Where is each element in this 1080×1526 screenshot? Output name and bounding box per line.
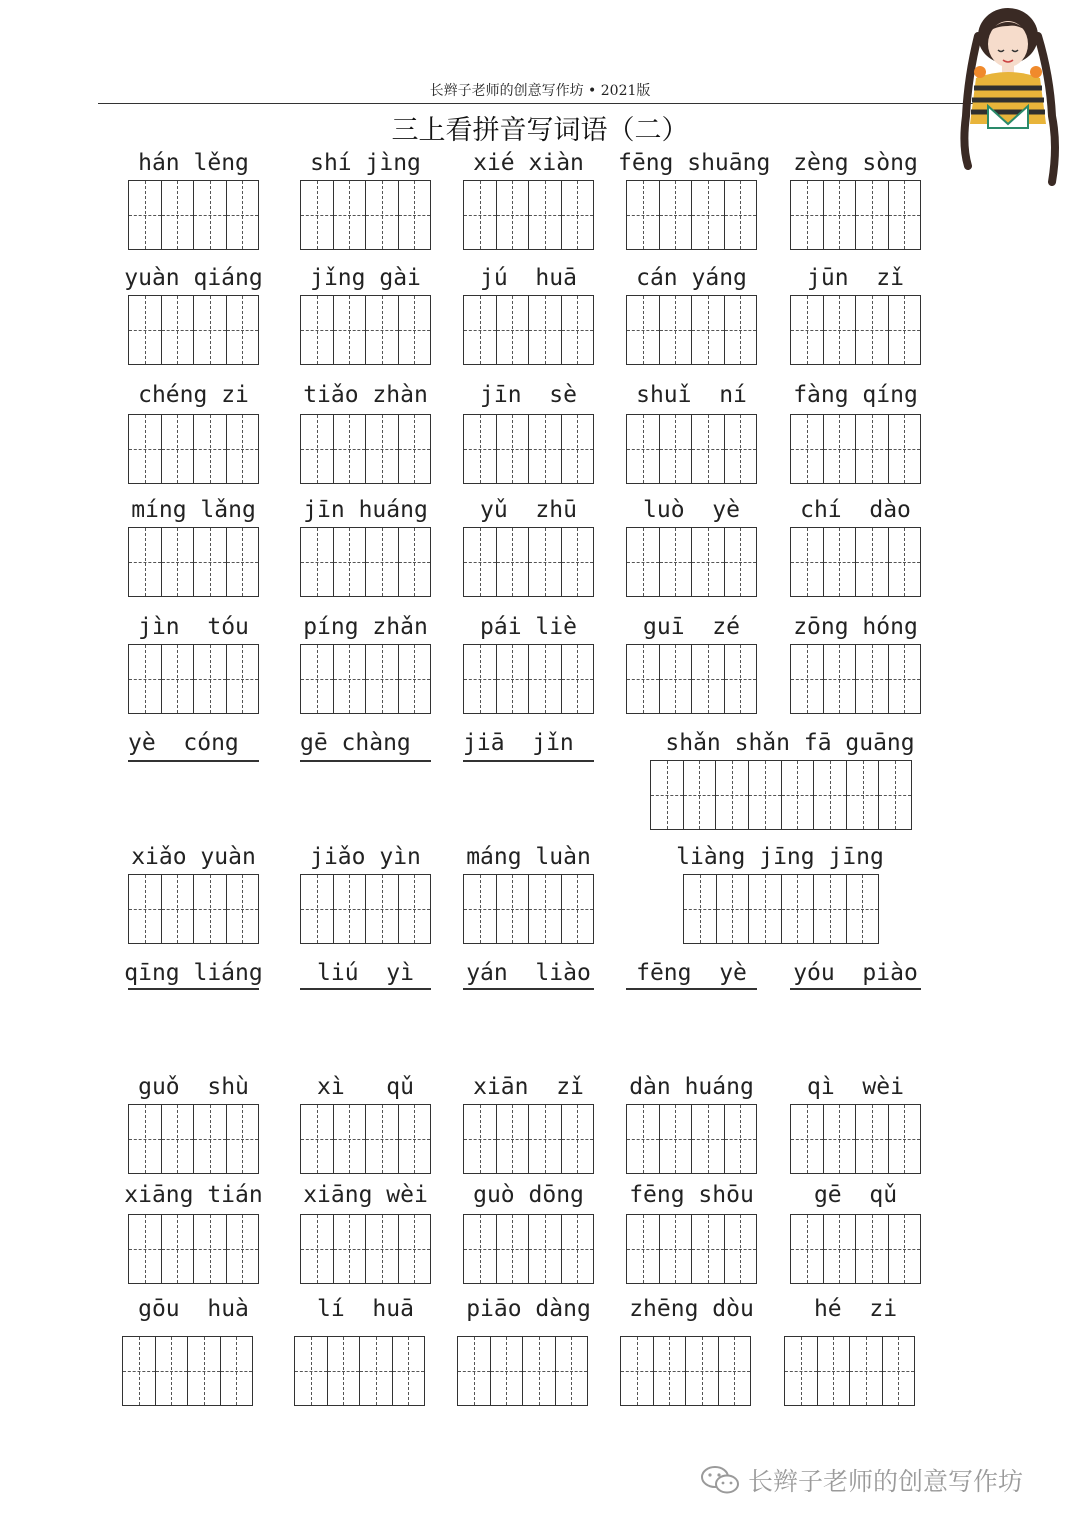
- pinyin-label: yóu piào: [793, 960, 918, 986]
- writing-grid[interactable]: [457, 1336, 588, 1406]
- writing-grid[interactable]: [790, 644, 921, 714]
- tianzige-cell[interactable]: [823, 415, 856, 483]
- writing-grid[interactable]: [626, 644, 757, 714]
- answer-underline[interactable]: [300, 760, 431, 762]
- writing-grid[interactable]: [626, 180, 757, 250]
- tianzige-cell[interactable]: [561, 645, 594, 713]
- writing-grid[interactable]: [300, 295, 431, 365]
- tianzige-cell[interactable]: [392, 1337, 425, 1405]
- tianzige-cell[interactable]: [490, 1337, 523, 1405]
- tianzige-cell[interactable]: [301, 528, 333, 596]
- pinyin-label: míng lǎng: [131, 497, 256, 523]
- writing-grid[interactable]: [300, 644, 431, 714]
- girl-illustration: [948, 6, 1068, 186]
- tianzige-cell[interactable]: [659, 1215, 692, 1283]
- tianzige-cell[interactable]: [781, 875, 814, 943]
- tianzige-cell[interactable]: [724, 181, 757, 249]
- tianzige-cell[interactable]: [691, 528, 724, 596]
- pinyin-label: xì qǔ: [317, 1074, 414, 1100]
- tianzige-cell[interactable]: [561, 528, 594, 596]
- tianzige-cell[interactable]: [301, 645, 333, 713]
- tianzige-cell[interactable]: [659, 415, 692, 483]
- tianzige-cell[interactable]: [161, 181, 194, 249]
- tianzige-cell[interactable]: [365, 415, 398, 483]
- pinyin-label: jūn zǐ: [807, 265, 904, 291]
- tianzige-cell[interactable]: [791, 1105, 823, 1173]
- writing-grid[interactable]: [463, 180, 594, 250]
- tianzige-cell[interactable]: [659, 181, 692, 249]
- tianzige-cell[interactable]: [621, 1337, 653, 1405]
- tianzige-cell[interactable]: [684, 875, 716, 943]
- writing-grid[interactable]: [790, 295, 921, 365]
- tianzige-cell[interactable]: [226, 1215, 259, 1283]
- tianzige-cell[interactable]: [129, 645, 161, 713]
- tianzige-cell[interactable]: [528, 415, 561, 483]
- tianzige-cell[interactable]: [496, 875, 529, 943]
- pinyin-label: piāo dàng: [466, 1296, 591, 1322]
- tianzige-cell[interactable]: [398, 875, 431, 943]
- tianzige-cell[interactable]: [627, 1215, 659, 1283]
- tianzige-cell[interactable]: [496, 181, 529, 249]
- answer-underline[interactable]: [790, 988, 921, 990]
- writing-grid[interactable]: [626, 1104, 757, 1174]
- tianzige-cell[interactable]: [129, 181, 161, 249]
- pinyin-label: píng zhǎn: [303, 614, 428, 640]
- tianzige-cell[interactable]: [193, 875, 226, 943]
- writing-grid[interactable]: [122, 1336, 253, 1406]
- pinyin-label: gē chàng: [300, 730, 411, 756]
- tianzige-cell[interactable]: [226, 296, 259, 364]
- tianzige-cell[interactable]: [683, 761, 716, 829]
- tianzige-cell[interactable]: [458, 1337, 490, 1405]
- tianzige-cell[interactable]: [823, 1105, 856, 1173]
- writing-grid[interactable]: [300, 874, 431, 944]
- tianzige-cell[interactable]: [716, 875, 749, 943]
- tianzige-cell[interactable]: [849, 1337, 882, 1405]
- tianzige-cell[interactable]: [398, 296, 431, 364]
- tianzige-cell[interactable]: [724, 296, 757, 364]
- tianzige-cell[interactable]: [193, 1105, 226, 1173]
- tianzige-cell[interactable]: [888, 1105, 921, 1173]
- pinyin-label: shǎn shǎn fā guāng: [665, 730, 915, 756]
- tianzige-cell[interactable]: [365, 181, 398, 249]
- tianzige-cell[interactable]: [220, 1337, 253, 1405]
- pinyin-label: yán liào: [466, 960, 591, 986]
- writing-grid[interactable]: [128, 1104, 259, 1174]
- writing-grid[interactable]: [463, 527, 594, 597]
- tianzige-cell[interactable]: [496, 528, 529, 596]
- writing-grid[interactable]: [790, 1214, 921, 1284]
- writing-grid[interactable]: [626, 295, 757, 365]
- tianzige-cell[interactable]: [365, 875, 398, 943]
- tianzige-cell[interactable]: [855, 1105, 888, 1173]
- tianzige-cell[interactable]: [333, 1215, 366, 1283]
- tianzige-cell[interactable]: [561, 181, 594, 249]
- tianzige-cell[interactable]: [561, 875, 594, 943]
- tianzige-cell[interactable]: [193, 1215, 226, 1283]
- tianzige-cell[interactable]: [715, 761, 748, 829]
- tianzige-cell[interactable]: [561, 1105, 594, 1173]
- writing-grid[interactable]: [790, 414, 921, 484]
- tianzige-cell[interactable]: [129, 875, 161, 943]
- pinyin-label: cán yáng: [636, 265, 747, 291]
- tianzige-cell[interactable]: [817, 1337, 850, 1405]
- tianzige-cell[interactable]: [855, 645, 888, 713]
- pinyin-label: liàng jīng jīng: [676, 844, 884, 870]
- tianzige-cell[interactable]: [161, 875, 194, 943]
- writing-grid[interactable]: [300, 1104, 431, 1174]
- pinyin-label: hé zi: [813, 1296, 898, 1322]
- writing-grid[interactable]: [626, 414, 757, 484]
- tianzige-cell[interactable]: [161, 1105, 194, 1173]
- watermark: [700, 1462, 1023, 1498]
- writing-grid[interactable]: [650, 760, 912, 830]
- tianzige-cell[interactable]: [193, 296, 226, 364]
- pinyin-label: máng luàn: [466, 844, 591, 870]
- tianzige-cell[interactable]: [365, 528, 398, 596]
- pinyin-label: guī zé: [643, 614, 740, 640]
- tianzige-cell[interactable]: [464, 645, 496, 713]
- tianzige-cell[interactable]: [724, 528, 757, 596]
- tianzige-cell[interactable]: [295, 1337, 327, 1405]
- answer-underline[interactable]: [626, 988, 757, 990]
- tianzige-cell[interactable]: [226, 1105, 259, 1173]
- tianzige-cell[interactable]: [528, 645, 561, 713]
- tianzige-cell[interactable]: [161, 415, 194, 483]
- tianzige-cell[interactable]: [193, 415, 226, 483]
- tianzige-cell[interactable]: [888, 528, 921, 596]
- tianzige-cell[interactable]: [333, 415, 366, 483]
- tianzige-cell[interactable]: [888, 1215, 921, 1283]
- writing-grid[interactable]: [463, 1104, 594, 1174]
- tianzige-cell[interactable]: [226, 875, 259, 943]
- tianzige-cell[interactable]: [301, 415, 333, 483]
- tianzige-cell[interactable]: [855, 528, 888, 596]
- pinyin-label: yuàn qiáng: [124, 265, 263, 291]
- tianzige-cell[interactable]: [226, 528, 259, 596]
- tianzige-cell[interactable]: [653, 1337, 686, 1405]
- tianzige-cell[interactable]: [365, 645, 398, 713]
- pinyin-label: chéng zi: [138, 382, 249, 408]
- tianzige-cell[interactable]: [528, 1215, 561, 1283]
- tianzige-cell[interactable]: [627, 296, 659, 364]
- tianzige-cell[interactable]: [496, 645, 529, 713]
- tianzige-cell[interactable]: [365, 296, 398, 364]
- tianzige-cell[interactable]: [855, 1215, 888, 1283]
- tianzige-cell[interactable]: [464, 875, 496, 943]
- writing-grid[interactable]: [463, 1214, 594, 1284]
- writing-grid[interactable]: [294, 1336, 425, 1406]
- tianzige-cell[interactable]: [398, 415, 431, 483]
- pinyin-label: fēng shuāng: [618, 150, 771, 176]
- tianzige-cell[interactable]: [464, 1105, 496, 1173]
- pinyin-label: xié xiàn: [473, 150, 584, 176]
- pinyin-label: liú yì: [317, 960, 414, 986]
- tianzige-cell[interactable]: [333, 1105, 366, 1173]
- tianzige-cell[interactable]: [691, 645, 724, 713]
- tianzige-cell[interactable]: [791, 645, 823, 713]
- tianzige-cell[interactable]: [561, 415, 594, 483]
- pinyin-label: zōng hóng: [793, 614, 918, 640]
- tianzige-cell[interactable]: [333, 181, 366, 249]
- pinyin-label: yè cóng: [128, 730, 239, 756]
- tianzige-cell[interactable]: [187, 1337, 220, 1405]
- tianzige-cell[interactable]: [724, 1215, 757, 1283]
- answer-underline[interactable]: [128, 760, 259, 762]
- writing-grid[interactable]: [300, 414, 431, 484]
- tianzige-cell[interactable]: [691, 1105, 724, 1173]
- writing-grid[interactable]: [683, 874, 879, 944]
- tianzige-cell[interactable]: [123, 1337, 155, 1405]
- tianzige-cell[interactable]: [161, 1215, 194, 1283]
- writing-grid[interactable]: [463, 295, 594, 365]
- pinyin-label: fēng shōu: [629, 1182, 754, 1208]
- pinyin-label: jǐng gài: [310, 265, 421, 291]
- tianzige-cell[interactable]: [333, 645, 366, 713]
- pinyin-label: fēng yè: [636, 960, 747, 986]
- writing-grid[interactable]: [463, 874, 594, 944]
- tianzige-cell[interactable]: [464, 528, 496, 596]
- writing-grid[interactable]: [300, 1214, 431, 1284]
- writing-grid[interactable]: [128, 414, 259, 484]
- tianzige-cell[interactable]: [627, 528, 659, 596]
- writing-grid[interactable]: [128, 527, 259, 597]
- tianzige-cell[interactable]: [226, 181, 259, 249]
- tianzige-cell[interactable]: [398, 1105, 431, 1173]
- tianzige-cell[interactable]: [193, 528, 226, 596]
- tianzige-cell[interactable]: [846, 761, 879, 829]
- pinyin-label: lí huā: [317, 1296, 414, 1322]
- pinyin-label: jìn tóu: [138, 614, 249, 640]
- answer-underline[interactable]: [463, 988, 594, 990]
- writing-grid[interactable]: [300, 527, 431, 597]
- tianzige-cell[interactable]: [333, 528, 366, 596]
- tianzige-cell[interactable]: [398, 181, 431, 249]
- tianzige-cell[interactable]: [823, 645, 856, 713]
- tianzige-cell[interactable]: [791, 415, 823, 483]
- tianzige-cell[interactable]: [888, 181, 921, 249]
- tianzige-cell[interactable]: [561, 296, 594, 364]
- answer-underline[interactable]: [300, 988, 431, 990]
- header-rule: [98, 103, 978, 104]
- tianzige-cell[interactable]: [846, 875, 879, 943]
- tianzige-cell[interactable]: [398, 528, 431, 596]
- writing-grid[interactable]: [463, 414, 594, 484]
- tianzige-cell[interactable]: [161, 645, 194, 713]
- pinyin-label: xiǎo yuàn: [131, 844, 256, 870]
- tianzige-cell[interactable]: [823, 296, 856, 364]
- pinyin-label: zhēng dòu: [629, 1296, 754, 1322]
- pinyin-label: fàng qíng: [793, 382, 918, 408]
- writing-grid[interactable]: [790, 1104, 921, 1174]
- tianzige-cell[interactable]: [724, 415, 757, 483]
- tianzige-cell[interactable]: [785, 1337, 817, 1405]
- tianzige-cell[interactable]: [855, 181, 888, 249]
- tianzige-cell[interactable]: [333, 875, 366, 943]
- pinyin-label: zèng sòng: [793, 150, 918, 176]
- tianzige-cell[interactable]: [464, 415, 496, 483]
- tianzige-cell[interactable]: [823, 181, 856, 249]
- pinyin-label: dàn huáng: [629, 1074, 754, 1100]
- tianzige-cell[interactable]: [691, 296, 724, 364]
- tianzige-cell[interactable]: [496, 1105, 529, 1173]
- pinyin-label: shí jìng: [310, 150, 421, 176]
- tianzige-cell[interactable]: [226, 415, 259, 483]
- tianzige-cell[interactable]: [301, 1105, 333, 1173]
- tianzige-cell[interactable]: [464, 181, 496, 249]
- pinyin-label: xiāng wèi: [303, 1182, 428, 1208]
- tianzige-cell[interactable]: [301, 181, 333, 249]
- tianzige-cell[interactable]: [855, 415, 888, 483]
- pinyin-label: shuǐ ní: [636, 382, 747, 408]
- tianzige-cell[interactable]: [813, 761, 846, 829]
- writing-grid[interactable]: [463, 644, 594, 714]
- writing-grid[interactable]: [790, 527, 921, 597]
- tianzige-cell[interactable]: [888, 296, 921, 364]
- pinyin-label: qì wèi: [807, 1074, 904, 1100]
- tianzige-cell[interactable]: [855, 296, 888, 364]
- tianzige-cell[interactable]: [129, 1215, 161, 1283]
- writing-grid[interactable]: [626, 527, 757, 597]
- writing-grid[interactable]: [784, 1336, 915, 1406]
- pinyin-label: pái liè: [480, 614, 577, 640]
- pinyin-label: luò yè: [643, 497, 740, 523]
- tianzige-cell[interactable]: [161, 528, 194, 596]
- pinyin-label: jiā jǐn: [463, 730, 574, 756]
- pinyin-label: guǒ shù: [138, 1074, 249, 1100]
- writing-grid[interactable]: [790, 180, 921, 250]
- answer-underline[interactable]: [463, 760, 594, 762]
- pinyin-label: xiāng tián: [124, 1182, 263, 1208]
- writing-grid[interactable]: [626, 1214, 757, 1284]
- tianzige-cell[interactable]: [193, 645, 226, 713]
- tianzige-cell[interactable]: [528, 875, 561, 943]
- tianzige-cell[interactable]: [528, 528, 561, 596]
- tianzige-cell[interactable]: [659, 645, 692, 713]
- pinyin-label: gē qǔ: [813, 1182, 898, 1208]
- tianzige-cell[interactable]: [659, 528, 692, 596]
- tianzige-cell[interactable]: [813, 875, 846, 943]
- tianzige-cell[interactable]: [129, 1105, 161, 1173]
- tianzige-cell[interactable]: [301, 1215, 333, 1283]
- tianzige-cell[interactable]: [823, 528, 856, 596]
- tianzige-cell[interactable]: [791, 181, 823, 249]
- tianzige-cell[interactable]: [464, 296, 496, 364]
- tianzige-cell[interactable]: [161, 296, 194, 364]
- tianzige-cell[interactable]: [129, 296, 161, 364]
- tianzige-cell[interactable]: [155, 1337, 188, 1405]
- tianzige-cell[interactable]: [791, 296, 823, 364]
- tianzige-cell[interactable]: [888, 415, 921, 483]
- pinyin-label: guò dōng: [473, 1182, 584, 1208]
- tianzige-cell[interactable]: [724, 1105, 757, 1173]
- tianzige-cell[interactable]: [691, 1215, 724, 1283]
- tianzige-cell[interactable]: [496, 296, 529, 364]
- tianzige-cell[interactable]: [748, 761, 781, 829]
- writing-grid[interactable]: [128, 874, 259, 944]
- pinyin-label: qīng liáng: [124, 960, 263, 986]
- tianzige-cell[interactable]: [522, 1337, 555, 1405]
- pinyin-label: jīn huáng: [303, 497, 428, 523]
- pinyin-label: tiǎo zhàn: [303, 382, 428, 408]
- writing-grid[interactable]: [128, 644, 259, 714]
- tianzige-cell[interactable]: [627, 1105, 659, 1173]
- tianzige-cell[interactable]: [561, 1215, 594, 1283]
- tianzige-cell[interactable]: [365, 1215, 398, 1283]
- page-header: 长辫子老师的创意写作坊 • 2021版: [429, 83, 651, 99]
- tianzige-cell[interactable]: [333, 296, 366, 364]
- tianzige-cell[interactable]: [651, 761, 683, 829]
- tianzige-cell[interactable]: [365, 1105, 398, 1173]
- pinyin-label: yǔ zhū: [480, 497, 577, 523]
- tianzige-cell[interactable]: [301, 875, 333, 943]
- writing-grid[interactable]: [128, 1214, 259, 1284]
- tianzige-cell[interactable]: [882, 1337, 915, 1405]
- tianzige-cell[interactable]: [627, 415, 659, 483]
- pinyin-label: jú huā: [480, 265, 577, 291]
- tianzige-cell[interactable]: [823, 1215, 856, 1283]
- pinyin-label: xiān zǐ: [473, 1074, 584, 1100]
- pinyin-label: chí dào: [800, 497, 911, 523]
- pinyin-label: hán lěng: [138, 150, 249, 176]
- tianzige-cell[interactable]: [685, 1337, 718, 1405]
- tianzige-cell[interactable]: [327, 1337, 360, 1405]
- watermark-text: 长辫子老师的创意写作坊: [748, 1467, 1024, 1496]
- tianzige-cell[interactable]: [781, 761, 814, 829]
- writing-grid[interactable]: [128, 295, 259, 365]
- tianzige-cell[interactable]: [359, 1337, 392, 1405]
- writing-grid[interactable]: [300, 180, 431, 250]
- tianzige-cell[interactable]: [129, 415, 161, 483]
- tianzige-cell[interactable]: [464, 1215, 496, 1283]
- tianzige-cell[interactable]: [691, 415, 724, 483]
- wechat-icon: [700, 1464, 740, 1496]
- tianzige-cell[interactable]: [528, 181, 561, 249]
- tianzige-cell[interactable]: [878, 761, 911, 829]
- writing-grid[interactable]: [128, 180, 259, 250]
- tianzige-cell[interactable]: [724, 645, 757, 713]
- pinyin-label: jīn sè: [480, 382, 577, 408]
- tianzige-cell[interactable]: [791, 528, 823, 596]
- tianzige-cell[interactable]: [691, 181, 724, 249]
- writing-grid[interactable]: [620, 1336, 751, 1406]
- tianzige-cell[interactable]: [528, 296, 561, 364]
- tianzige-cell[interactable]: [888, 645, 921, 713]
- tianzige-cell[interactable]: [496, 415, 529, 483]
- tianzige-cell[interactable]: [496, 1215, 529, 1283]
- pinyin-label: gōu huà: [138, 1296, 249, 1322]
- tianzige-cell[interactable]: [659, 296, 692, 364]
- tianzige-cell[interactable]: [398, 1215, 431, 1283]
- page-title: 三上看拼音写词语（二）: [391, 115, 689, 146]
- tianzige-cell[interactable]: [226, 645, 259, 713]
- tianzige-cell[interactable]: [748, 875, 781, 943]
- answer-underline[interactable]: [128, 988, 259, 990]
- pinyin-label: jiǎo yìn: [310, 844, 421, 870]
- tianzige-cell[interactable]: [627, 181, 659, 249]
- tianzige-cell[interactable]: [193, 181, 226, 249]
- tianzige-cell[interactable]: [528, 1105, 561, 1173]
- tianzige-cell[interactable]: [129, 528, 161, 596]
- tianzige-cell[interactable]: [627, 645, 659, 713]
- tianzige-cell[interactable]: [718, 1337, 751, 1405]
- tianzige-cell[interactable]: [659, 1105, 692, 1173]
- tianzige-cell[interactable]: [398, 645, 431, 713]
- tianzige-cell[interactable]: [791, 1215, 823, 1283]
- tianzige-cell[interactable]: [555, 1337, 588, 1405]
- tianzige-cell[interactable]: [301, 296, 333, 364]
